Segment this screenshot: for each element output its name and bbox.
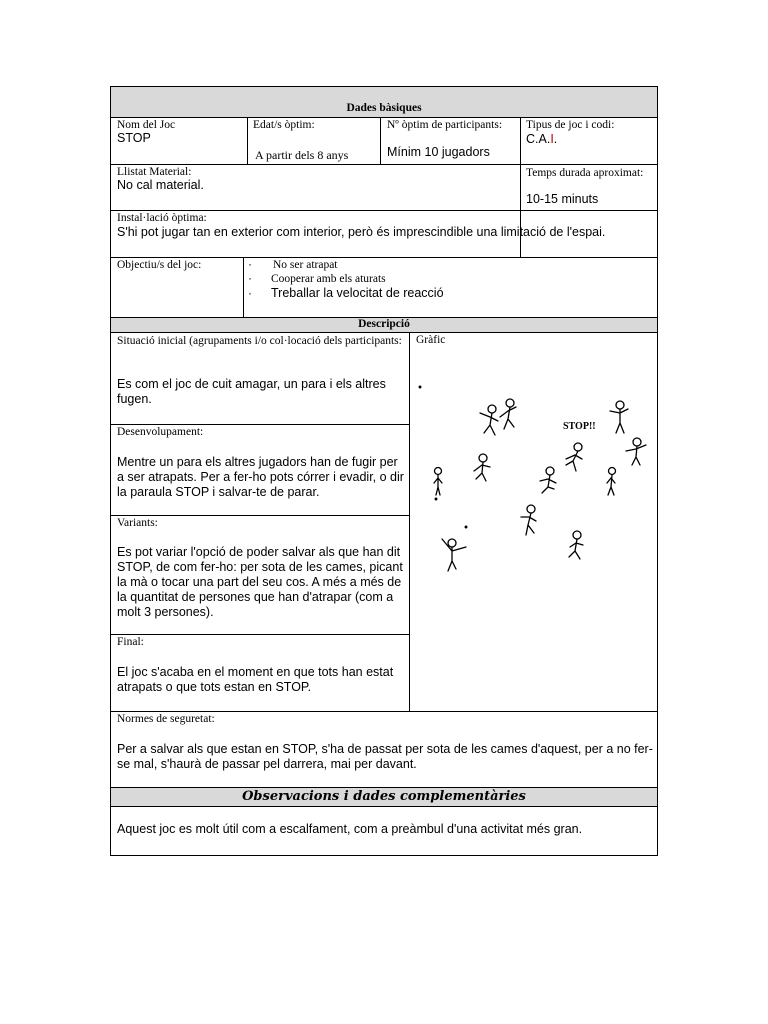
development-value: Mentre un para els altres jugadors han de fugir per a ser atrapats. Per a fer-ho pots córrer i evadir, o dir la paraula STOP i salvar-te de parar.	[117, 455, 404, 499]
stick-figure	[607, 468, 616, 496]
stick-figure	[442, 539, 466, 571]
game-sheet	[110, 86, 658, 856]
stick-figure	[610, 401, 628, 433]
observations-header-title: Observacions i dades complementàries	[242, 789, 526, 804]
material-label: Llistat Material:	[117, 166, 192, 178]
game-name-label: Nom del Joc	[117, 119, 176, 131]
safety-label: Normes de seguretat:	[117, 713, 215, 725]
objective-bullet: ·	[248, 271, 252, 285]
initial-situation-value: Es com el joc de cuit amagar, un para i els altres fugen.	[117, 377, 386, 406]
objective-item: Treballar la velocitat de reacció	[271, 286, 444, 300]
age-label: Edat/s òptim:	[253, 119, 315, 131]
stick-figure	[480, 405, 498, 435]
age-value: A partir dels 8 anys	[255, 148, 349, 162]
objective-bullet: ·	[248, 257, 252, 271]
variants-value: Es pot variar l'opció de poder salvar als que han dit STOP, de com fer-ho: per sota de les cames, picant la mà o tocar una part del seu cos. A més a més de la quantitat de persones que han d'atrapar (com a molt 3 persones).	[117, 545, 403, 619]
description-header-title: Descripció	[358, 318, 410, 330]
stick-figure	[500, 399, 516, 429]
initial-situation-label: Situació inicial (agrupaments i/o col·locació dels participants:	[117, 335, 402, 347]
stick-figure	[540, 467, 556, 493]
type-label: Tipus de joc i codi:	[526, 119, 615, 131]
stick-figure	[474, 454, 490, 481]
observations-value: Aquest joc es molt útil com a escalfament, com a preàmbul d'una activitat més gran.	[117, 822, 583, 836]
objective-item: No ser atrapat	[273, 259, 338, 271]
install-value: S'hi pot jugar tan en exterior com interior, però és imprescindible una limitació de l'espai.	[117, 225, 606, 239]
graphic-stop-text: STOP!!	[563, 421, 596, 432]
install-label: Instal·lació òptima:	[117, 212, 207, 224]
development-label: Desenvolupament:	[117, 426, 204, 438]
type-value: C.A.I.	[526, 132, 558, 146]
players-drawing	[410, 347, 657, 711]
safety-value: Per a salvar als que estan en STOP, s'ha de passat per sota de les cames d'aquest, per a no fer-se mal, s'haurà de passar pel darrera, mai per davant.	[117, 742, 653, 771]
stick-figure	[521, 505, 536, 535]
objectives-label: Objectiu/s del joc:	[117, 259, 202, 271]
graphic-label: Gràfic	[416, 334, 446, 346]
stick-figure	[569, 531, 583, 559]
basic-header-title: Dades bàsiques	[346, 102, 422, 114]
stick-figure	[626, 438, 646, 465]
stick-figure	[566, 443, 582, 471]
game-name-value: STOP	[117, 131, 151, 145]
final-label: Final:	[117, 636, 144, 648]
material-value: No cal material.	[117, 178, 204, 192]
time-value: 10-15 minuts	[526, 192, 599, 206]
players-value: Mínim 10 jugadors	[387, 145, 490, 159]
final-value: El joc s'acaba en el moment en que tots han estat atrapats o que tots estan en STOP.	[117, 665, 394, 694]
time-label: Temps durada aproximat:	[526, 167, 644, 179]
objective-bullet: ·	[248, 286, 252, 300]
objective-item: Cooperar amb els aturats	[271, 273, 386, 285]
variants-label: Variants:	[117, 517, 158, 529]
players-label: Nº òptim de participants:	[387, 119, 503, 131]
stick-figure	[434, 468, 442, 496]
